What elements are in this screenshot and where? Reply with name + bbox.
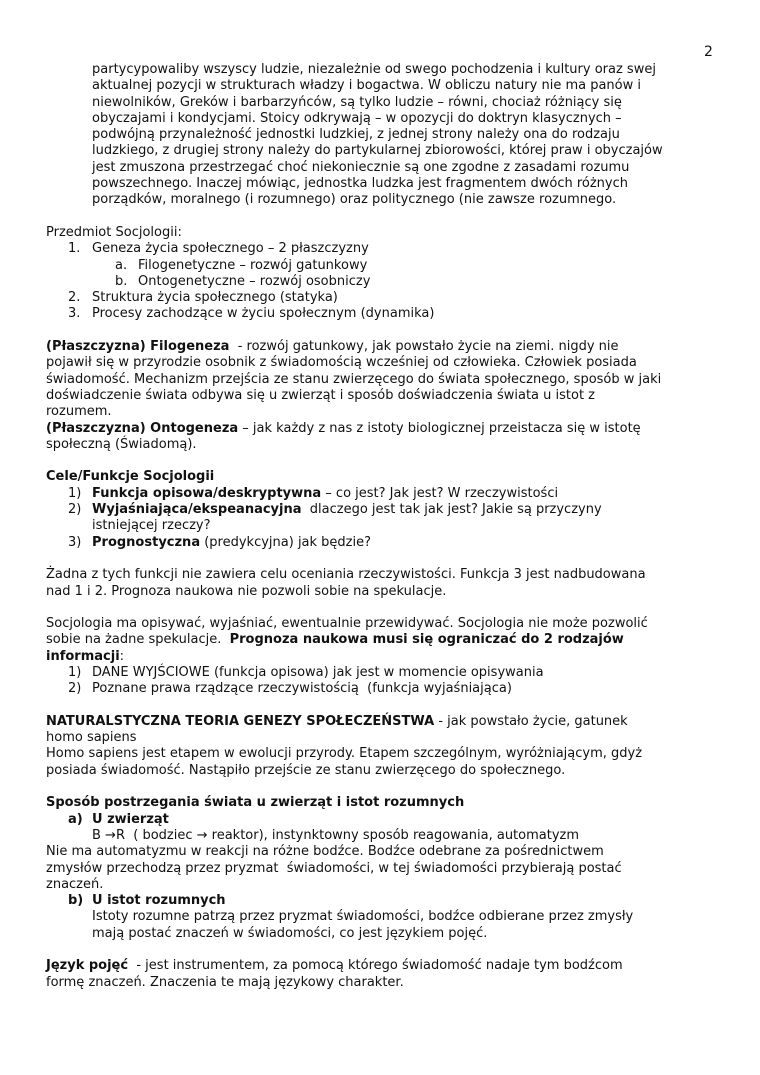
text-line [46, 111, 746, 127]
text-run: nad 1 i 2. Prognoza naukowa nie pozwoli sobie na spekulacje. [46, 583, 447, 599]
text-run: Homo sapiens jest etapem w ewolucji przyrody. Etapem szczególnym, wyróżniającym, gdyż [46, 746, 643, 762]
list-marker: 3. [68, 306, 81, 322]
blank-line [46, 551, 746, 567]
blank-line [46, 453, 746, 469]
text-run: Geneza życia społecznego – 2 płaszczyzny [92, 241, 369, 257]
text-line [46, 616, 746, 632]
text-run: obyczajami i kondycjami. Stoicy odkrywają – w opozycji do doktryn klasycznych – [92, 110, 622, 126]
text-line [46, 861, 746, 877]
blank-line [46, 698, 746, 714]
bold-text: Prognostyczna [92, 534, 201, 550]
list-marker: a. [115, 257, 128, 273]
list-item [46, 486, 746, 502]
blank-line [46, 600, 746, 616]
text-run: Istoty rozumne patrzą przez pryzmat świadomości, bodźce odbierane przez zmysły [92, 909, 634, 925]
text-line [46, 437, 746, 453]
text-run: - jak powstało życie, gatunek [434, 713, 628, 729]
bold-text: Funkcja opisowa/deskryptywna [92, 485, 322, 501]
text-line [46, 78, 746, 94]
text-run: istniejącej rzeczy? [92, 518, 211, 534]
text-line [46, 372, 746, 388]
text-run: Socjologia ma opisywać, wyjaśniać, ewentualnie przewidywać. Socjologia nie może pozwolić [46, 616, 648, 632]
text-run: posiada świadomość. Nastąpiło przejście ze stanu zwierzęcego do społecznego. [46, 762, 566, 778]
text-line [46, 763, 746, 779]
list-marker: 1. [68, 241, 81, 257]
list-marker: 2) [68, 681, 82, 697]
list-item [46, 306, 746, 322]
text-run: Filogenetyczne – rozwój gatunkowy [138, 257, 368, 273]
text-run: – jak każdy z nas z istoty biologicznej przeistacza się w istotę [238, 420, 641, 436]
text-line [46, 518, 746, 534]
text-run: aktualnej pozycji w strukturach władzy i bogactwa. W obliczu natury nie ma panów i [92, 78, 642, 94]
bold-text: U istot rozumnych [92, 893, 226, 909]
text-line [46, 730, 746, 746]
text-run: : [119, 648, 125, 664]
text-line [46, 95, 746, 111]
text-line [46, 225, 746, 241]
bold-text: Wyjaśniająca/ekspeanacyjna [92, 502, 302, 518]
list-item [46, 290, 746, 306]
text-run: rozumem. [46, 404, 112, 420]
text-line [46, 828, 746, 844]
text-run: DANE WYJŚCIOWE (funkcja opisowa) jak jest w momencie opisywania [92, 664, 544, 680]
text-run: formę znaczeń. Znaczenia te mają językowy charakter. [46, 974, 404, 990]
blank-line [46, 779, 746, 795]
list-item [46, 535, 746, 551]
text-line [46, 421, 746, 437]
text-run: Nie ma automatyzmu w reakcji na różne bodźce. Bodźce odebrane za pośrednictwem [46, 844, 604, 860]
text-run: dlaczego jest tak jak jest? Jakie są przyczyny [301, 502, 602, 518]
text-line [46, 909, 746, 925]
text-line [46, 160, 746, 176]
text-line [46, 469, 746, 485]
text-run: jest zmuszona przestrzegać choć niekoniecznie są one zgodne z zasadami rozumu [92, 159, 630, 175]
text-run: podwójną przynależność jednostki ludzkiej, z jednej strony należy ona do rodzaju [92, 127, 620, 143]
list-item [46, 812, 746, 828]
text-run: – co jest? Jak jest? W rzeczywistości [321, 485, 559, 501]
text-line [46, 567, 746, 583]
list-item [46, 274, 746, 290]
text-run: (predykcyjna) jak będzie? [200, 534, 372, 550]
bold-text: (Płaszczyzna) Filogeneza [46, 339, 230, 355]
list-marker: 3) [68, 534, 82, 550]
text-run: Ontogenetyczne – rozwój osobniczy [138, 273, 371, 289]
text-line [46, 958, 746, 974]
text-run: Struktura życia społecznego (statyka) [92, 290, 338, 306]
bold-text: Prognoza naukowa musi się ograniczać do 2 rodzajów [229, 632, 624, 648]
text-line [46, 584, 746, 600]
text-run: znaczeń. [46, 876, 104, 892]
text-line [46, 714, 746, 730]
list-item [46, 258, 746, 274]
text-line [46, 795, 746, 811]
text-line [46, 355, 746, 371]
text-line [46, 404, 746, 420]
text-run: B →R ( bodziec → reaktor), instynktowny sposób reagowania, automatyzm [92, 827, 580, 843]
document-body [46, 62, 746, 991]
bold-text: Cele/Funkcje Socjologii [46, 469, 215, 485]
text-line [46, 844, 746, 860]
text-line [46, 192, 746, 208]
text-line [46, 388, 746, 404]
list-marker: a) [68, 811, 83, 827]
text-line [46, 926, 746, 942]
list-marker: 1) [68, 664, 82, 680]
text-line [46, 746, 746, 762]
list-marker: 1) [68, 485, 82, 501]
bold-text: Język pojęć [46, 958, 129, 974]
bold-text: U zwierząt [92, 811, 169, 827]
text-run: mają postać znaczeń w świadomości, co jest językiem pojęć. [92, 925, 488, 941]
text-run: sobie na żadne spekulacje. [46, 632, 230, 648]
text-run: homo sapiens [46, 730, 137, 746]
text-run: świadomość. Mechanizm przejścia ze stanu zwierzęcego do świata społecznego, sposób w jaki [46, 371, 662, 387]
text-line [46, 62, 746, 78]
list-marker: b) [68, 893, 84, 909]
list-marker: b. [115, 273, 128, 289]
text-run: Przedmiot Socjologii: [46, 224, 182, 240]
text-line [46, 877, 746, 893]
text-run: doświadczenie świata odbywa się u zwierząt i sposób doświadczenia świata u istot z [46, 387, 596, 403]
text-line [46, 143, 746, 159]
list-item [46, 665, 746, 681]
text-line [46, 127, 746, 143]
text-line [46, 975, 746, 991]
text-run: społeczną (Świadomą). [46, 436, 197, 452]
text-run: Żadna z tych funkcji nie zawiera celu oceniania rzeczywistości. Funkcja 3 jest nadbudowana [46, 567, 646, 583]
bold-text: informacji [46, 648, 120, 664]
text-run: porządków, moralnego (i rozumnego) oraz politycznego (nie zawsze rozumnego. [92, 192, 617, 208]
text-line [46, 632, 746, 648]
text-run: powszechnego. Inaczej mówiąc, jednostka ludzka jest fragmentem dwóch różnych [92, 176, 628, 192]
text-line [46, 176, 746, 192]
bold-text: (Płaszczyzna) Ontogeneza [46, 420, 239, 436]
list-marker: 2) [68, 502, 82, 518]
page-number: 2 [704, 44, 713, 60]
bold-text: Sposób postrzegania świata u zwierząt i istot rozumnych [46, 795, 465, 811]
text-run: ludzkiego, z drugiej strony należy do partykularnej zbiorowości, której praw i obyczajów [92, 143, 663, 159]
text-run: - rozwój gatunkowy, jak powstało życie na ziemi. nigdy nie [229, 339, 619, 355]
text-run: partycypowaliby wszyscy ludzie, niezależnie od swego pochodzenia i kultury oraz swej [92, 62, 656, 77]
text-run: - jest instrumentem, za pomocą którego świadomość nadaje tym bodźcom [128, 958, 623, 974]
text-run: Procesy zachodzące w życiu społecznym (dynamika) [92, 306, 435, 322]
text-run: pojawił się w przyrodzie osobnik z świadomością wcześniej od człowieka. Człowiek posiada [46, 355, 637, 371]
list-item [46, 241, 746, 257]
list-item [46, 681, 746, 697]
list-item [46, 893, 746, 909]
bold-text: NATURALSTYCZNA TEORIA GENEZY SPOŁECZEŃSTWA [46, 713, 435, 729]
list-marker: 2. [68, 290, 81, 306]
text-line [46, 649, 746, 665]
blank-line [46, 209, 746, 225]
text-run: zmysłów przechodzą przez pryzmat świadomości, w tej świadomości przybierają postać [46, 860, 622, 876]
text-run: niewolników, Greków i barbarzyńców, są tylko ludzie – równi, chociaż różniący się [92, 94, 622, 110]
blank-line [46, 323, 746, 339]
text-line [46, 339, 746, 355]
text-run: Poznane prawa rządzące rzeczywistością (funkcja wyjaśniająca) [92, 681, 512, 697]
list-item [46, 502, 746, 518]
blank-line [46, 942, 746, 958]
